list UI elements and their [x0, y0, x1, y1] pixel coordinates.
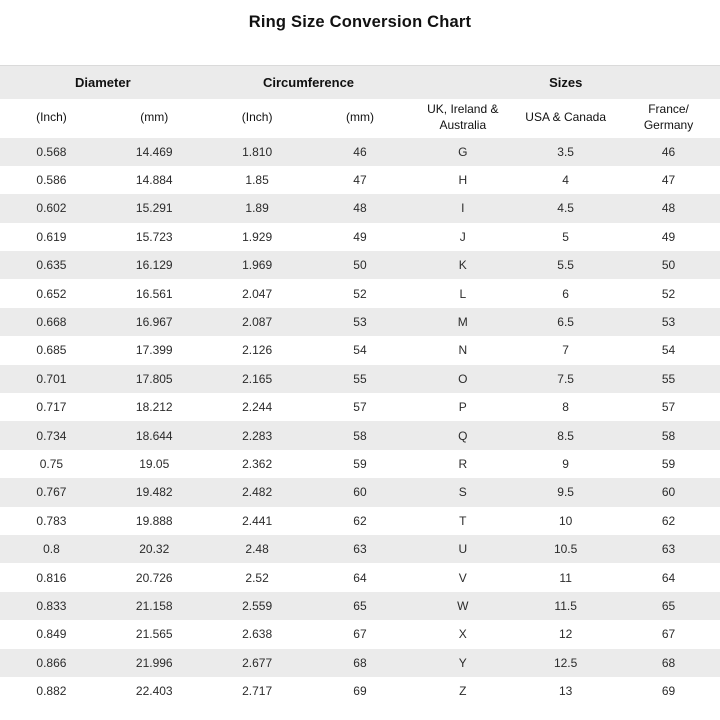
table-cell: 19.05 — [139, 456, 170, 471]
page-title: Ring Size Conversion Chart — [248, 13, 472, 31]
table-cell: 57 — [353, 400, 367, 415]
table-cell: 2.165 — [206, 365, 309, 393]
table-cell: 5.5 — [514, 251, 617, 279]
table-row — [0, 365, 720, 393]
table-row — [0, 620, 720, 648]
column-header-uk-ireland-australia: UK, Ireland & Australia — [411, 99, 514, 138]
table-cell: 16.129 — [103, 251, 206, 279]
table-cell: Q — [411, 421, 514, 449]
table-row — [0, 507, 720, 535]
table-cell: 7 — [562, 343, 569, 358]
table-cell: H — [458, 173, 468, 188]
table-cell: 13 — [558, 684, 573, 699]
table-cell: T — [459, 513, 467, 528]
table-row — [0, 138, 720, 166]
table-row — [0, 535, 720, 563]
table-row — [0, 677, 720, 705]
table-cell: 1.929 — [242, 229, 273, 244]
table-cell: 2.087 — [206, 308, 309, 336]
group-header-row — [0, 66, 720, 99]
table-row — [0, 478, 720, 506]
column-header-circumference-mm: (mm) — [309, 99, 412, 138]
table-cell: 46 — [617, 138, 720, 166]
table-cell: 48 — [617, 194, 720, 222]
table-cell: G — [411, 138, 514, 166]
table-cell: 10.5 — [514, 535, 617, 563]
table-cell: X — [458, 627, 467, 642]
table-cell: 7.5 — [514, 365, 617, 393]
table-cell: 10 — [558, 513, 573, 528]
table-cell: 19.888 — [135, 513, 173, 528]
table-row — [0, 336, 720, 364]
table-cell: 67 — [353, 627, 367, 642]
table-cell: 9.5 — [514, 478, 617, 506]
table-cell: 52 — [661, 286, 676, 301]
table-cell: 69 — [661, 684, 676, 699]
table-cell: 20.726 — [135, 570, 173, 585]
table-cell: 0.816 — [36, 570, 67, 585]
table-cell: 17.399 — [135, 343, 173, 358]
table-cell: 54 — [353, 343, 367, 358]
table-cell: 0.668 — [0, 308, 103, 336]
table-cell: 58 — [617, 421, 720, 449]
table-cell: 0.701 — [0, 365, 103, 393]
table-cell: 50 — [309, 251, 412, 279]
table-cell: 46 — [309, 138, 412, 166]
table-cell: 22.403 — [135, 684, 173, 699]
table-cell: 57 — [661, 400, 676, 415]
table-cell: 6.5 — [514, 308, 617, 336]
table-cell: 60 — [309, 478, 412, 506]
table-cell: 1.969 — [206, 251, 309, 279]
table-cell: 48 — [309, 194, 412, 222]
table-cell: 68 — [309, 649, 412, 677]
table-body — [0, 138, 720, 706]
table-cell: 0.685 — [36, 343, 67, 358]
table-cell: 63 — [309, 535, 412, 563]
table-cell: 65 — [617, 592, 720, 620]
table-cell: 53 — [617, 308, 720, 336]
table-cell: 0.833 — [0, 592, 103, 620]
table-cell: Y — [411, 649, 514, 677]
table-cell: 11.5 — [514, 592, 617, 620]
table-cell: 49 — [661, 229, 676, 244]
table-cell: O — [411, 365, 514, 393]
table-cell: 16.561 — [135, 286, 173, 301]
table-cell: R — [458, 456, 468, 471]
table-cell: 12.5 — [514, 649, 617, 677]
table-cell: 0.717 — [36, 400, 67, 415]
table-cell: 2.244 — [242, 400, 273, 415]
table-cell: 0.734 — [0, 421, 103, 449]
table-cell: 19.482 — [103, 478, 206, 506]
column-header-france-germany: France/ Germany — [617, 99, 720, 138]
table-cell: 52 — [353, 286, 367, 301]
table-cell: 0.882 — [36, 684, 67, 699]
table-cell: 2.362 — [242, 456, 273, 471]
table-cell: 0.602 — [0, 194, 103, 222]
table-cell: 20.32 — [103, 535, 206, 563]
table-cell: 4.5 — [514, 194, 617, 222]
column-header-row — [0, 99, 720, 138]
table-cell: M — [411, 308, 514, 336]
column-header-diameter-mm: (mm) — [103, 99, 206, 138]
column-header-usa-canada: USA & Canada — [514, 99, 617, 138]
table-cell: 65 — [309, 592, 412, 620]
table-cell: 55 — [617, 365, 720, 393]
table-cell: 15.291 — [103, 194, 206, 222]
table-row — [0, 450, 720, 478]
table-cell: P — [458, 400, 467, 415]
table-cell: 64 — [661, 570, 676, 585]
table-cell: 14.884 — [135, 173, 173, 188]
table-cell: 15.723 — [135, 229, 173, 244]
table-cell: U — [411, 535, 514, 563]
table-cell: 63 — [617, 535, 720, 563]
table-cell: 0.586 — [36, 173, 67, 188]
table-cell: 0.8 — [0, 535, 103, 563]
table-cell: 0.75 — [39, 456, 64, 471]
table-cell: 21.996 — [103, 649, 206, 677]
table-cell: 54 — [661, 343, 676, 358]
table-cell: 58 — [309, 421, 412, 449]
table-cell: 2.677 — [206, 649, 309, 677]
table-cell: 21.158 — [103, 592, 206, 620]
table-row — [0, 166, 720, 194]
table-cell: 12 — [558, 627, 573, 642]
table-cell: 0.652 — [36, 286, 67, 301]
table-cell: 11 — [559, 570, 572, 585]
table-cell: 18.644 — [103, 421, 206, 449]
table-cell: 49 — [353, 229, 367, 244]
table-row — [0, 563, 720, 591]
table-cell: 2.559 — [206, 592, 309, 620]
column-header-diameter-inch: (Inch) — [0, 99, 103, 138]
table-cell: 59 — [661, 456, 676, 471]
table-cell: V — [458, 570, 467, 585]
table-cell: 2.047 — [242, 286, 273, 301]
table-row — [0, 393, 720, 421]
table-cell: L — [459, 286, 467, 301]
table-cell: 0.767 — [0, 478, 103, 506]
table-cell: 0.783 — [36, 513, 67, 528]
column-header-circumference-inch: (Inch) — [206, 99, 309, 138]
table-cell: 2.441 — [242, 513, 273, 528]
table-cell: 0.568 — [0, 138, 103, 166]
table-cell: 17.805 — [103, 365, 206, 393]
table-cell: 47 — [353, 173, 367, 188]
table-cell: 62 — [661, 513, 676, 528]
ring-size-conversion-table — [0, 65, 720, 705]
table-cell: 8.5 — [514, 421, 617, 449]
table-cell: 64 — [353, 570, 367, 585]
table-cell: 62 — [353, 513, 367, 528]
table-cell: N — [458, 343, 468, 358]
table-cell: 2.52 — [245, 570, 269, 585]
table-cell: 47 — [661, 173, 676, 188]
table-row — [0, 279, 720, 307]
table-row — [0, 308, 720, 336]
table-cell: 50 — [617, 251, 720, 279]
table-row — [0, 223, 720, 251]
table-cell: 5 — [562, 229, 569, 244]
table-cell: 1.85 — [245, 173, 269, 188]
table-cell: J — [459, 229, 466, 244]
table-cell: K — [411, 251, 514, 279]
table-cell: 55 — [309, 365, 412, 393]
table-cell: 68 — [617, 649, 720, 677]
table-cell: 14.469 — [103, 138, 206, 166]
table-cell: 59 — [353, 456, 367, 471]
group-header-diameter: Diameter — [0, 66, 206, 99]
table-cell: 2.717 — [242, 684, 273, 699]
table-cell: 2.482 — [206, 478, 309, 506]
table-cell: 1.89 — [206, 194, 309, 222]
table-cell: 60 — [617, 478, 720, 506]
table-row — [0, 421, 720, 449]
table-cell: 9 — [562, 456, 569, 471]
table-cell: 0.635 — [0, 251, 103, 279]
table-cell: 2.283 — [206, 421, 309, 449]
table-row — [0, 251, 720, 279]
table-cell: I — [411, 194, 514, 222]
table-row — [0, 649, 720, 677]
table-cell: 18.212 — [135, 400, 173, 415]
table-row — [0, 194, 720, 222]
table-cell: 3.5 — [514, 138, 617, 166]
table-cell: Z — [459, 684, 467, 699]
table-cell: 2.638 — [242, 627, 273, 642]
table-cell: 0.849 — [36, 627, 67, 642]
table-cell: 67 — [661, 627, 676, 642]
table-cell: 69 — [353, 684, 367, 699]
group-header-circumference: Circumference — [206, 66, 412, 99]
table-cell: 6 — [562, 286, 569, 301]
group-header-sizes: Sizes — [411, 66, 720, 99]
table-cell: 2.48 — [206, 535, 309, 563]
table-cell: S — [411, 478, 514, 506]
table-cell: 8 — [562, 400, 569, 415]
table-cell: 2.126 — [242, 343, 273, 358]
table-cell: 0.619 — [36, 229, 67, 244]
table-cell: 1.810 — [206, 138, 309, 166]
table-cell: 21.565 — [135, 627, 173, 642]
table-cell: 0.866 — [0, 649, 103, 677]
table-row — [0, 592, 720, 620]
table-cell: 53 — [309, 308, 412, 336]
table-cell: W — [411, 592, 514, 620]
table-cell: 16.967 — [103, 308, 206, 336]
table-cell: 4 — [562, 173, 569, 188]
